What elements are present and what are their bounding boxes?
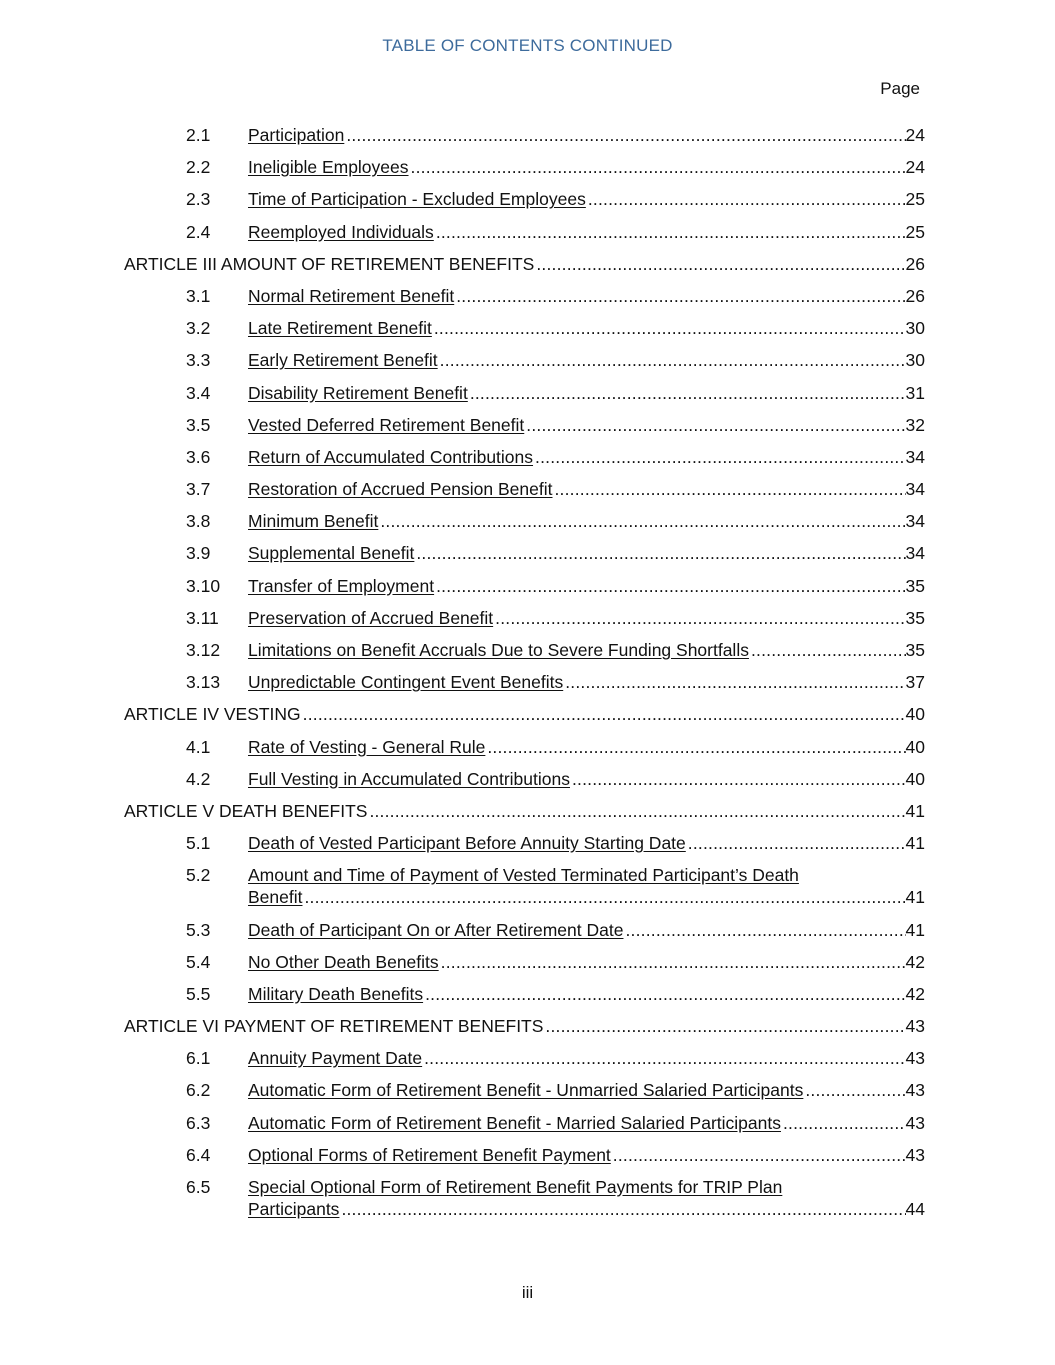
dot-leader [526, 414, 905, 436]
toc-page-number: 41 [905, 919, 925, 940]
toc-section-row [0, 607, 1055, 629]
toc-section-title [248, 124, 344, 146]
toc-entry [248, 478, 925, 500]
toc-entry [248, 188, 925, 210]
dot-leader [751, 639, 906, 661]
toc-article-row [0, 800, 1055, 822]
toc-section-number: 2.3 [186, 189, 211, 210]
toc-page-number: 43 [905, 1144, 925, 1165]
toc-section-link[interactable]: Limitations on Benefit Accruals Due to Severe Funding Shortfalls [248, 640, 749, 660]
toc-entry [248, 542, 925, 564]
toc-section-link[interactable]: Death of Participant On or After Retirement Date [248, 919, 624, 940]
toc-page-number: 43 [905, 1048, 925, 1069]
dot-leader [625, 919, 905, 941]
toc-section-row [0, 832, 1055, 854]
toc-entry [248, 671, 925, 693]
toc-entry-line [248, 607, 925, 629]
toc-page-number: 41 [905, 887, 925, 908]
toc-section-link[interactable]: Supplemental Benefit [248, 543, 415, 564]
toc-entry-line [248, 736, 925, 758]
toc-page-number: 42 [905, 983, 925, 1004]
toc-entry-line [248, 886, 925, 908]
toc-entry-line [248, 349, 925, 371]
toc-section-row [0, 1112, 1055, 1134]
toc-section-number: 3.12 [186, 640, 221, 660]
page-column-label: Page [880, 79, 920, 98]
toc-section-number: 6.4 [186, 1144, 211, 1165]
toc-entry [248, 414, 925, 436]
toc-section-title [248, 639, 749, 661]
toc-entry [248, 1047, 925, 1069]
toc-entry [248, 1176, 925, 1220]
toc-page-number: 25 [905, 189, 925, 210]
toc-section-title [248, 575, 434, 597]
toc-article-title: ARTICLE IV VESTING [124, 704, 301, 725]
toc-section-row [0, 736, 1055, 758]
toc-section-title [248, 1047, 422, 1069]
toc-entry-line [124, 703, 925, 725]
dot-leader [434, 317, 906, 339]
toc-entry [248, 1112, 925, 1134]
toc-entry [248, 607, 925, 629]
toc-page-number: 30 [905, 318, 925, 339]
toc-section-number: 2.1 [186, 125, 211, 145]
dot-leader [304, 886, 905, 908]
toc-section-number: 6.5 [186, 1177, 211, 1197]
toc-entry [248, 510, 925, 532]
dot-leader [346, 124, 905, 146]
toc-section-title [248, 607, 493, 629]
toc-section-number: 5.5 [186, 983, 211, 1004]
toc-entry-line [248, 639, 925, 661]
toc-page-number: 35 [905, 607, 925, 628]
toc-entry [124, 800, 925, 822]
toc-section-number: 2.2 [186, 157, 211, 178]
toc-section-row [0, 446, 1055, 468]
toc-section-number: 2.4 [186, 221, 211, 242]
dot-leader [440, 349, 906, 371]
toc-entry-line [248, 864, 925, 886]
dot-leader [555, 478, 906, 500]
dot-leader [805, 1079, 905, 1101]
toc-entry-line [248, 478, 925, 500]
toc-section-title [248, 510, 378, 532]
toc-section-link[interactable]: Return of Accumulated Contributions [248, 446, 534, 467]
dot-leader [588, 188, 906, 210]
toc-section-title [248, 1198, 339, 1220]
toc-section-link[interactable]: Special Optional Form of Retirement Benefit Payments for TRIP Plan [248, 1177, 783, 1197]
toc-section-row [0, 575, 1055, 597]
dot-leader [572, 768, 906, 790]
toc-section-link[interactable]: Annuity Payment Date [248, 1048, 423, 1069]
toc-section-title [248, 1176, 782, 1198]
toc-entry-line [248, 575, 925, 597]
toc-entry [248, 124, 925, 146]
toc-section-number: 5.1 [186, 833, 211, 854]
toc-section-title [248, 156, 409, 178]
toc-section-title [248, 768, 570, 790]
toc-page-number: 43 [905, 1016, 925, 1037]
toc-section-title [248, 1079, 803, 1101]
toc-section-link[interactable]: Participation [248, 125, 345, 145]
dot-leader [424, 1047, 905, 1069]
toc-section-link[interactable]: Vested Deferred Retirement Benefit [248, 414, 525, 435]
toc-entry-line [124, 1015, 925, 1037]
toc-section-number: 6.2 [186, 1080, 211, 1101]
toc-entry [248, 221, 925, 243]
toc-page-number: 40 [905, 768, 925, 789]
toc-section-title [248, 446, 533, 468]
toc-section-link[interactable]: Reemployed Individuals [248, 221, 434, 242]
toc-section-row [0, 156, 1055, 178]
toc-section-row [0, 542, 1055, 564]
toc-entry [248, 983, 925, 1005]
toc-section-row [0, 382, 1055, 404]
toc-section-link[interactable]: Restoration of Accrued Pension Benefit [248, 479, 553, 500]
dot-leader [411, 156, 906, 178]
toc-section-number: 3.9 [186, 543, 211, 564]
toc-section-title [248, 864, 799, 886]
dot-leader [303, 703, 906, 725]
toc-section-title [248, 736, 485, 758]
toc-entry [248, 382, 925, 404]
toc-page-number: 30 [905, 350, 925, 371]
toc-entry [248, 446, 925, 468]
toc-section-number: 3.6 [186, 446, 211, 467]
toc-section-row [0, 864, 1055, 908]
dot-leader [470, 382, 906, 404]
toc-page-number: 24 [905, 125, 925, 145]
toc-entry-line [248, 510, 925, 532]
toc-section-title [248, 285, 454, 307]
toc-page-number: 34 [905, 446, 925, 467]
toc-section-link[interactable]: Minimum Benefit [248, 511, 379, 532]
toc-entry-line [248, 382, 925, 404]
toc-section-title [248, 983, 423, 1005]
dot-leader [535, 446, 906, 468]
toc-entry [248, 951, 925, 973]
toc-entry-line [248, 919, 925, 941]
toc-section-link[interactable]: Benefit [248, 887, 303, 908]
toc-section-link[interactable]: Participants [248, 1199, 340, 1219]
toc-section-link[interactable]: Rate of Vesting - General Rule [248, 736, 486, 757]
toc-section-title [248, 382, 468, 404]
dot-leader [441, 951, 906, 973]
dot-leader [369, 800, 905, 822]
toc-section-row [0, 478, 1055, 500]
toc-section-row [0, 221, 1055, 243]
toc-section-title [248, 919, 623, 941]
toc-section-row [0, 414, 1055, 436]
toc-section-title [248, 832, 686, 854]
toc-section-title [248, 951, 439, 973]
toc-page-number: 43 [905, 1080, 925, 1101]
toc-article-title: ARTICLE III AMOUNT OF RETIREMENT BENEFITS [124, 253, 535, 274]
toc-section-number: 3.3 [186, 350, 211, 371]
toc-section-number: 6.3 [186, 1112, 211, 1133]
toc-entry-line [248, 951, 925, 973]
toc-entry [248, 1079, 925, 1101]
dot-leader [487, 736, 905, 758]
toc-page-number: 34 [905, 511, 925, 532]
toc-section-title [248, 886, 302, 908]
toc-page-number: 41 [905, 800, 925, 821]
toc-section-link[interactable]: Ineligible Employees [248, 157, 409, 178]
toc-page-number: 35 [905, 640, 925, 660]
toc-section-number: 3.1 [186, 285, 211, 306]
toc-section-row [0, 1047, 1055, 1069]
toc-entry [124, 253, 925, 275]
toc-section-link[interactable]: Disability Retirement Benefit [248, 382, 468, 403]
toc-section-number: 3.2 [186, 318, 211, 339]
toc-page-number: 26 [905, 285, 925, 306]
toc-entry [248, 919, 925, 941]
toc-section-link[interactable]: Time of Participation - Excluded Employees [248, 189, 586, 210]
dot-leader [456, 285, 905, 307]
toc-section-row [0, 349, 1055, 371]
toc-section-number: 3.11 [186, 607, 219, 628]
toc-entry [248, 832, 925, 854]
toc-entry [124, 703, 925, 725]
toc-section-number: 3.8 [186, 511, 211, 532]
toc-entry-line [248, 542, 925, 564]
table-of-contents [0, 124, 1055, 1230]
toc-section-title [248, 1112, 781, 1134]
toc-section-title [248, 478, 553, 500]
toc-page-number: 31 [905, 382, 925, 403]
dot-leader [613, 1144, 906, 1166]
toc-section-number: 4.2 [186, 768, 211, 789]
toc-article-row [0, 253, 1055, 275]
toc-page-number: 26 [905, 253, 925, 274]
dot-leader [688, 832, 906, 854]
toc-section-row [0, 1144, 1055, 1166]
toc-section-link[interactable]: Automatic Form of Retirement Benefit - Married Salaried Participants [248, 1112, 781, 1133]
toc-entry-line [248, 1047, 925, 1069]
page-number: iii [521, 1283, 534, 1302]
toc-entry [248, 349, 925, 371]
toc-section-title [248, 1144, 611, 1166]
toc-section-row [0, 768, 1055, 790]
toc-section-link[interactable]: Automatic Form of Retirement Benefit - Unmarried Salaried Participants [248, 1080, 804, 1101]
dot-leader [436, 575, 905, 597]
toc-section-title [248, 671, 563, 693]
toc-section-row [0, 188, 1055, 210]
toc-entry-line [248, 1176, 925, 1198]
toc-section-link[interactable]: Preservation of Accrued Benefit [248, 607, 494, 628]
toc-section-link[interactable]: Full Vesting in Accumulated Contributions [248, 768, 570, 789]
toc-section-link[interactable]: Optional Forms of Retirement Benefit Payment [248, 1144, 611, 1165]
toc-section-number: 3.10 [186, 575, 221, 596]
toc-entry-line [248, 188, 925, 210]
toc-page-number: 24 [905, 157, 925, 178]
toc-section-title [248, 349, 438, 371]
toc-entry-line [248, 446, 925, 468]
toc-section-link[interactable]: Normal Retirement Benefit [248, 285, 455, 306]
toc-section-row [0, 124, 1055, 146]
toc-entry-line [248, 1112, 925, 1134]
toc-heading: TABLE OF CONTENTS CONTINUED [382, 36, 673, 55]
toc-section-number: 3.4 [186, 382, 211, 403]
toc-entry-line [248, 285, 925, 307]
dot-leader [380, 510, 905, 532]
dot-leader [545, 1015, 905, 1037]
toc-page-number: 34 [905, 479, 925, 500]
toc-section-title [248, 188, 586, 210]
toc-entry-line [248, 1079, 925, 1101]
toc-section-link[interactable]: Unpredictable Contingent Event Benefits [248, 672, 564, 693]
toc-entry [248, 285, 925, 307]
toc-entry [248, 864, 925, 908]
toc-entry-line [248, 671, 925, 693]
toc-section-title [248, 317, 432, 339]
toc-section-row [0, 317, 1055, 339]
toc-entry [248, 156, 925, 178]
toc-page-number: 44 [905, 1199, 925, 1219]
toc-section-row [0, 951, 1055, 973]
toc-entry-line [124, 253, 925, 275]
toc-article-row [0, 1015, 1055, 1037]
dot-leader [536, 253, 905, 275]
toc-section-number: 3.7 [186, 479, 211, 500]
toc-section-title [248, 221, 434, 243]
dot-leader [565, 671, 905, 693]
toc-section-link[interactable]: Transfer of Employment [248, 575, 435, 596]
toc-section-row [0, 285, 1055, 307]
toc-article-title: ARTICLE VI PAYMENT OF RETIREMENT BENEFITS [124, 1016, 544, 1037]
dot-leader [783, 1112, 906, 1134]
toc-entry-line [248, 832, 925, 854]
toc-section-link[interactable]: No Other Death Benefits [248, 951, 439, 972]
toc-section-number: 6.1 [186, 1048, 211, 1069]
toc-entry-line [248, 156, 925, 178]
toc-section-row [0, 510, 1055, 532]
toc-entry [248, 736, 925, 758]
toc-page-number: 32 [905, 414, 925, 435]
toc-page-number: 37 [905, 672, 925, 693]
toc-section-title [248, 414, 524, 436]
toc-section-number: 4.1 [186, 736, 211, 757]
toc-section-number: 5.3 [186, 919, 211, 940]
toc-section-row [0, 983, 1055, 1005]
toc-page-number: 34 [905, 543, 925, 564]
toc-section-link[interactable]: Early Retirement Benefit [248, 350, 438, 371]
toc-page-number: 43 [905, 1112, 925, 1133]
toc-page-number: 25 [905, 221, 925, 242]
dot-leader [425, 983, 905, 1005]
dot-leader [495, 607, 905, 629]
toc-entry-line [124, 800, 925, 822]
toc-article-row [0, 703, 1055, 725]
toc-entry-line [248, 414, 925, 436]
toc-section-row [0, 919, 1055, 941]
toc-entry [248, 768, 925, 790]
toc-page-number: 42 [905, 951, 925, 972]
toc-section-link[interactable]: Military Death Benefits [248, 983, 424, 1004]
toc-entry-line [248, 221, 925, 243]
toc-section-number: 3.13 [186, 672, 221, 693]
dot-leader [416, 542, 905, 564]
toc-section-link[interactable]: Death of Vested Participant Before Annuity Starting Date [248, 833, 686, 854]
toc-entry [124, 1015, 925, 1037]
toc-entry [248, 1144, 925, 1166]
toc-section-link[interactable]: Late Retirement Benefit [248, 318, 432, 339]
toc-entry [248, 317, 925, 339]
toc-page-number: 41 [905, 833, 925, 854]
toc-entry-line [248, 768, 925, 790]
toc-page-number: 40 [905, 736, 925, 757]
toc-page-number: 40 [905, 704, 925, 725]
toc-section-number: 5.2 [186, 865, 211, 886]
toc-section-row [0, 671, 1055, 693]
toc-article-title: ARTICLE V DEATH BENEFITS [124, 800, 368, 821]
toc-entry [248, 575, 925, 597]
toc-entry-line [248, 1198, 925, 1220]
toc-entry-line [248, 1144, 925, 1166]
toc-page-number: 35 [905, 575, 925, 596]
toc-section-number: 5.4 [186, 951, 211, 972]
toc-entry-line [248, 317, 925, 339]
toc-section-title [248, 542, 414, 564]
toc-entry-line [248, 983, 925, 1005]
toc-section-link[interactable]: Amount and Time of Payment of Vested Terminated Participant’s Death [248, 865, 799, 886]
toc-section-row [0, 1079, 1055, 1101]
dot-leader [436, 221, 906, 243]
toc-entry-line [248, 124, 925, 146]
toc-section-row [0, 1176, 1055, 1220]
dot-leader [341, 1198, 905, 1220]
toc-section-number: 3.5 [186, 414, 211, 435]
toc-entry [248, 639, 925, 661]
toc-section-row [0, 639, 1055, 661]
